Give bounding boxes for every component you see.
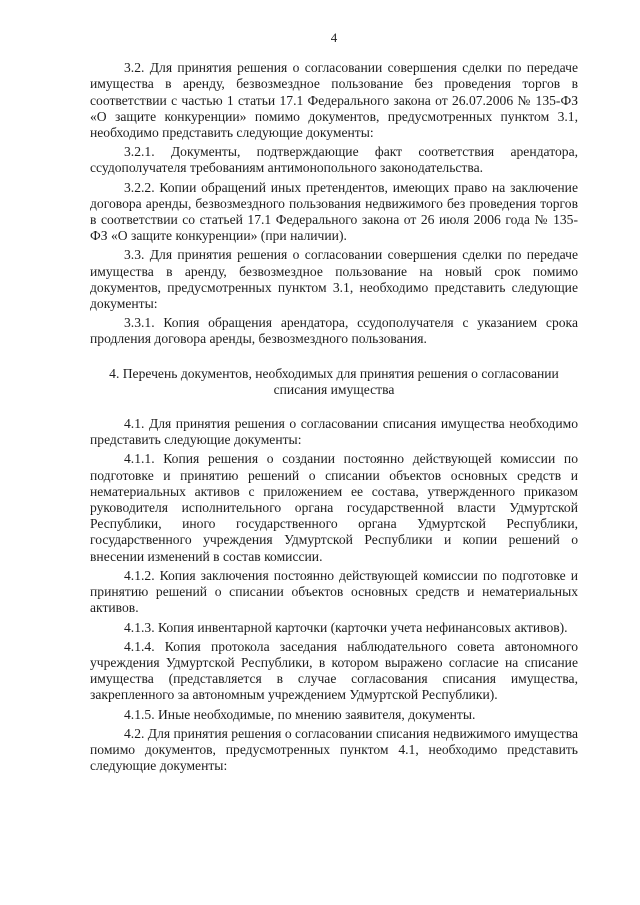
section-4-heading-line-2: списания имущества <box>273 381 395 397</box>
paragraph-4-1-3: 4.1.3. Копия инвентарной карточки (карточки учета нефинансовых активов). <box>124 619 568 635</box>
paragraph-4-1-4: 4.1.4. Копия протокола заседания наблюдательного совета автономного учреждения Удмуртской Республики, в котором выражено согласие на списание имущества (представляется в случае согласования списания имущества, закрепленного за автономным учреждением Удмуртской Республики). <box>90 638 578 703</box>
paragraph-4-1: 4.1. Для принятия решения о согласовании списания имущества необходимо представить следующие документы: <box>90 416 578 448</box>
paragraph-3-2: 3.2. Для принятия решения о согласовании совершения сделки по передаче имущества в аренду, безвозмездное пользование без проведения торгов в соответствии с частью 1 статьи 17.1 Федерального закона от 26.07.2006 № 135-ФЗ «О защите конкуренции» помимо документов, предусмотренных пунктом 3.1, необходимо представить следующие документы: <box>90 60 578 141</box>
paragraph-3-3-1: 3.3.1. Копия обращения арендатора, ссудополучателя с указанием срока продления договора аренды, безвозмездного пользования. <box>90 315 578 347</box>
paragraph-4-1-5: 4.1.5. Иные необходимые, по мнению заявителя, документы. <box>124 706 476 722</box>
paragraph-4-1-1: 4.1.1. Копия решения о создании постоянно действующей комиссии по подготовке и принятию решений о списании объектов основных средств и нематериальных активов с приложением ее состава, утвержденного приказом руководителя исполнительного органа государственной власти Удмуртской Республики, иного государственного органа Удмуртской Республики, государственного учреждения Удмуртской Республики и копии решений о внесении изменений в состав комиссии. <box>90 451 578 564</box>
paragraph-3-2-2: 3.2.2. Копии обращений иных претендентов, имеющих право на заключение договора аренды, безвозмездного пользования недвижимого без проведения торгов в соответствии со статьей 17.1 Федерального закона от 26 июля 2006 года № 135-ФЗ «О защите конкуренции» (при наличии). <box>90 179 578 244</box>
section-4-heading-line-1: 4. Перечень документов, необходимых для принятия решения о согласовании <box>109 365 559 381</box>
paragraph-3-3: 3.3. Для принятия решения о согласовании совершения сделки по передаче имущества в аренду, безвозмездное пользование на новый срок помимо документов, предусмотренных пунктом 3.1, необходимо представить следующие документы: <box>90 247 578 312</box>
paragraph-4-2: 4.2. Для принятия решения о согласовании списания недвижимого имущества помимо документов, предусмотренных пунктом 4.1, необходимо представить следующие документы: <box>90 725 578 774</box>
section-4-heading <box>90 366 578 398</box>
paragraph-4-1-2: 4.1.2. Копия заключения постоянно действующей комиссии по подготовке и принятию решений о списании объектов основных средств и нематериальных активов. <box>90 567 578 616</box>
paragraph-3-2-1: 3.2.1. Документы, подтверждающие факт соответствия арендатора, ссудополучателя требованиям антимонопольного законодательства. <box>90 144 578 176</box>
page-number: 4 <box>330 30 338 45</box>
